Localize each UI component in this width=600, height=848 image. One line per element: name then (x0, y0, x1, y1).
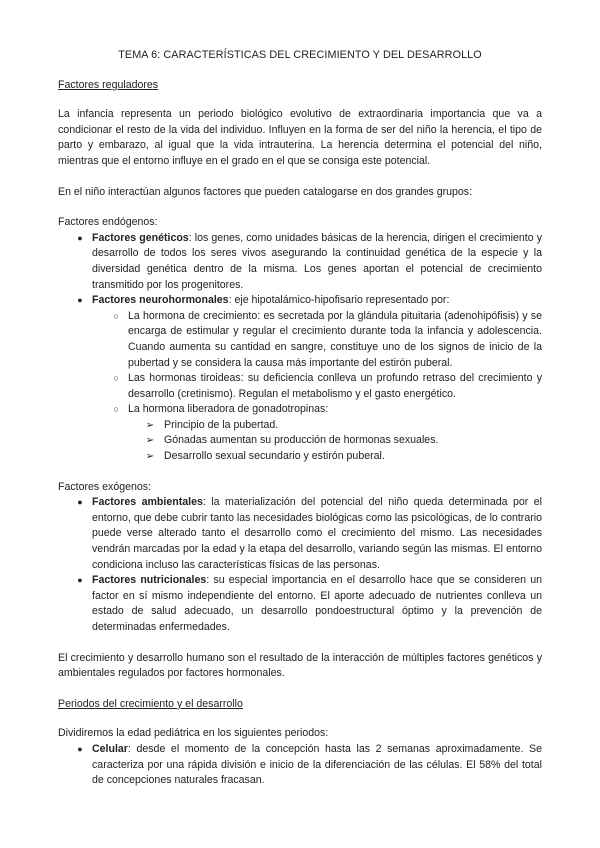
list-item-growth-hormone (58, 309, 542, 371)
text-sexual-development: Desarrollo sexual secundario y estirón puberal. (164, 450, 385, 463)
exogenous-list (58, 495, 542, 635)
bullet-icon: ● (77, 295, 83, 306)
conclusion-paragraph: El crecimiento y desarrollo humano son el resultado de la interacción de múltiples factores genéticos y ambientales regulados por factores hormonales. (58, 651, 542, 680)
endogenous-label: Factores endógenos: (58, 216, 158, 229)
intro-paragraph: La infancia representa un periodo biológico evolutivo de extraordinaria importancia que va a condicionar el resto de la vida del individuo. Influyen en la forma de ser del niño la herencia, el tipo de parto y embarazo, al igual que la vida intrauterina. La herencia determina el potencial del niño, mientras que el entorno influye en el grado en el que se consiga este potencial. (58, 108, 542, 167)
endogenous-list (58, 231, 542, 309)
neuro-sublist (58, 309, 542, 418)
list-item-gonads (58, 433, 542, 449)
list-item-sexual-development (58, 449, 542, 465)
arrow-bullet-icon: ➢ (145, 435, 155, 447)
term-nutritional: Factores nutricionales (92, 574, 207, 587)
document-page (58, 48, 542, 789)
text-thyroid: Las hormonas tiroideas: su deficiencia conlleva un profundo retraso del crecimiento y desarrollo (cretinismo). Regulan el metabolismo y el gasto energético. (128, 372, 542, 400)
term-neuro: Factores neurohormonales (92, 294, 229, 307)
bullet-icon: ● (77, 575, 83, 586)
list-item-gonadotropin (58, 402, 542, 418)
text-genetic: : los genes, como unidades básicas de la herencia, dirigen el crecimiento y desarrollo de todos los seres vivos asegurando la continuidad genética de la especie y la diversidad genética dentro de la misma. Los genes aportan el potencial de crecimiento transmitido por los progenitores. (92, 231, 542, 291)
arrow-bullet-icon: ➢ (145, 451, 155, 463)
periods-intro: Dividiremos la edad pediátrica en los siguientes periodos: (58, 727, 329, 740)
text-gonadotropin: La hormona liberadora de gonadotropinas: (128, 403, 329, 416)
term-genetic: Factores genéticos (92, 231, 189, 244)
list-item-environmental (58, 495, 542, 573)
list-item-neuro (58, 293, 542, 309)
term-environmental: Factores ambientales (92, 496, 203, 509)
text-neuro: : eje hipotalámico-hipofisario representado por: (228, 294, 450, 307)
bullet-icon: ● (77, 497, 83, 508)
bullet-icon: ● (77, 232, 83, 243)
list-item-puberty-start (58, 418, 542, 434)
groups-intro-paragraph: En el niño interactúan algunos factores que pueden catalogarse en dos grandes grupos: (58, 185, 473, 198)
text-cellular: : desde el momento de la concepción hasta las 2 semanas aproximadamente. Se caracteriza por una rápida división e inicio de la diferenciación de las células. El 58% del total de concepciones naturales fracasan. (92, 742, 542, 787)
text-growth-hormone: La hormona de crecimiento: es secretada por la glándula pituitaria (adenohipófisis) y se encarga de estimular y regular el crecimiento durante toda la infancia y adolescencia. Cuando aumenta su cantidad en sangre, constituye uno de los signos de inicio de la pubertad y se considera la causa más importante del estirón puberal. (128, 309, 542, 369)
arrow-bullet-icon: ➢ (145, 419, 155, 431)
circle-bullet-icon: ○ (113, 404, 119, 415)
list-item-nutritional (58, 573, 542, 635)
list-item-genetic (58, 231, 542, 293)
circle-bullet-icon: ○ (113, 310, 119, 321)
circle-bullet-icon: ○ (113, 373, 119, 384)
section-heading-factores: Factores reguladores (58, 78, 159, 91)
text-gonads: Gónadas aumentan su producción de hormonas sexuales. (164, 434, 439, 447)
exogenous-label: Factores exógenos: (58, 480, 152, 493)
text-environmental: : la materialización del potencial del niño queda determinada por el entorno, que debe cubrir tanto las necesidades biológicas como las psicológicas, de lo contrario puede verse alterado tanto el desarrollo como el crecimiento del mismo. Las necesidades vendrán marcadas por la edad y la etapa del desarrollo, variando según las mismas. El entorno condiciona incluso las características físicas de las personas. (92, 496, 542, 571)
text-nutritional: : su especial importancia en el desarrollo hace que se consideren un factor en sí mismo independiente del entorno. El aporte adecuado de nutrientes conlleva un estado de salud adecuado, un desarrollo pondoestructural óptimo y la prevención de determinadas enfermedades. (92, 574, 542, 633)
section-heading-periodos: Periodos del crecimiento y el desarrollo (58, 697, 243, 710)
term-cellular: Celular (92, 742, 128, 755)
list-item-thyroid (58, 371, 542, 402)
text-puberty-start: Principio de la pubertad. (164, 418, 279, 431)
page-title: TEMA 6: CARACTERÍSTICAS DEL CRECIMIENTO Y DEL DESARROLLO (118, 49, 482, 61)
periods-list (58, 742, 542, 789)
list-item-cellular (58, 742, 542, 789)
bullet-icon: ● (77, 743, 83, 754)
gonadotropin-sublist (58, 418, 542, 465)
